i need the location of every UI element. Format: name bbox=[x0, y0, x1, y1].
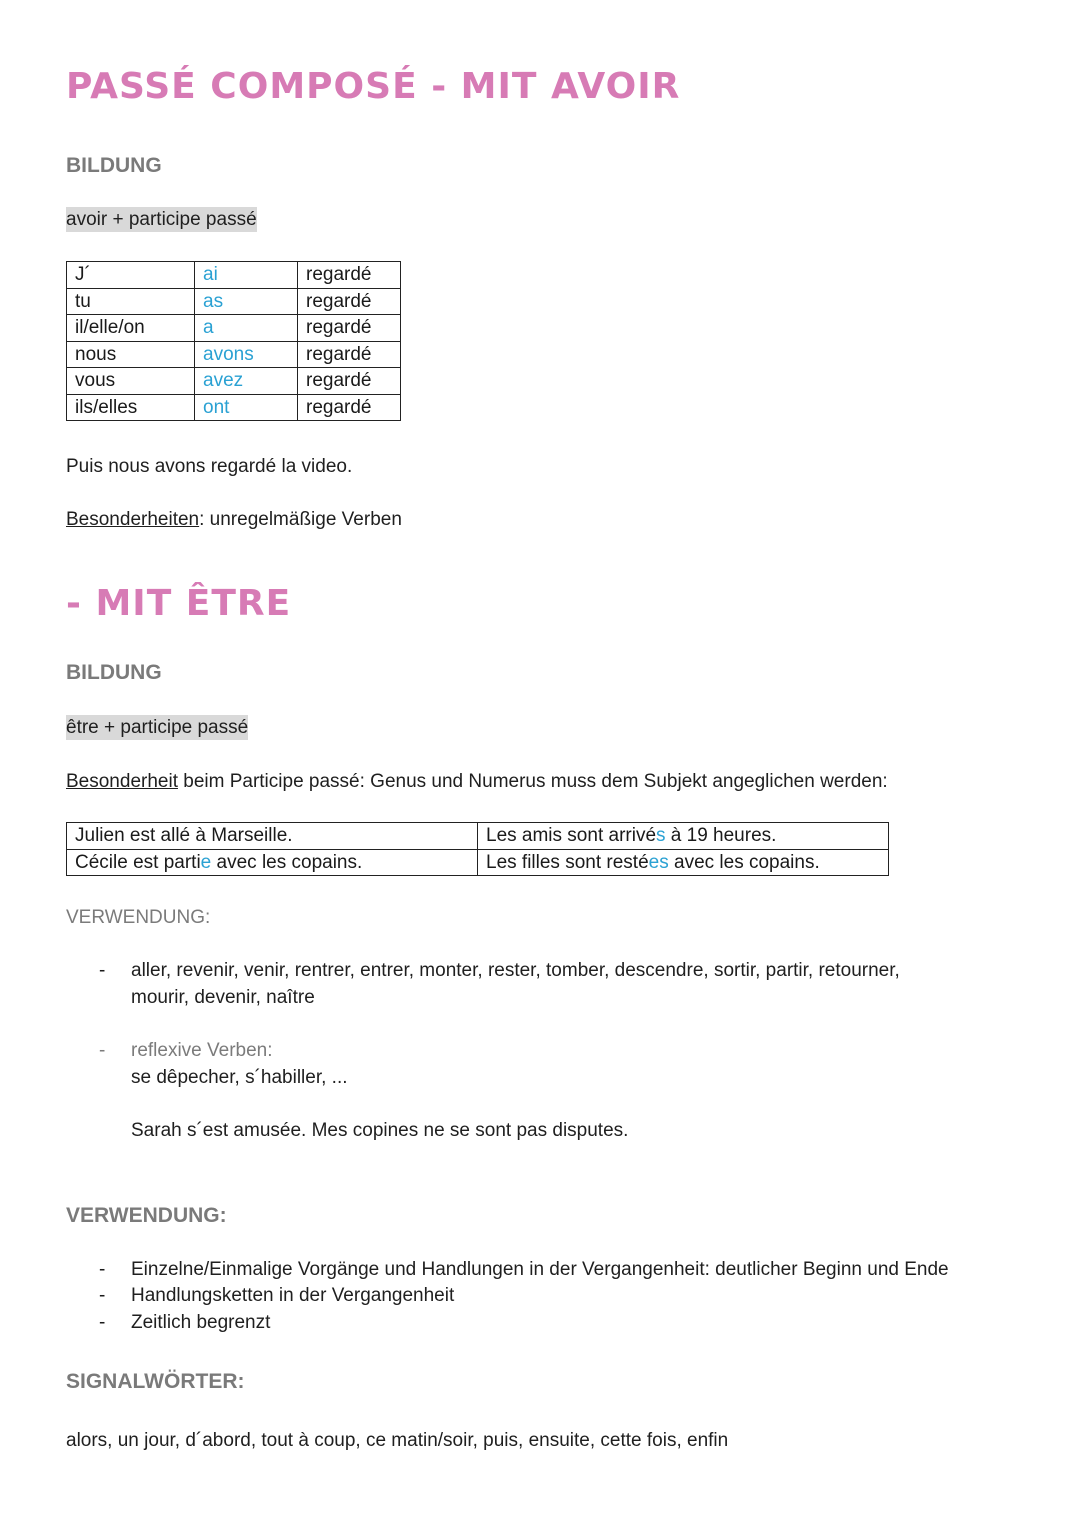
verwendung-subheading: VERWENDUNG: bbox=[66, 907, 211, 928]
agreement-ending: e bbox=[200, 851, 212, 873]
formula-etre-text: être + participe passé bbox=[66, 717, 249, 738]
participle-cell: regardé bbox=[298, 368, 401, 395]
table-row bbox=[67, 823, 889, 850]
pronoun-cell: tu bbox=[67, 288, 195, 315]
list-bullet: - bbox=[99, 1312, 106, 1333]
usage-item: Zeitlich begrenzt bbox=[131, 1312, 271, 1333]
list-bullet: - bbox=[99, 1259, 106, 1280]
page-title: PASSÉ COMPOSÉ - MIT AVOIR bbox=[66, 66, 681, 107]
etre-verbs-line2: mourir, devenir, naître bbox=[131, 987, 315, 1008]
list-bullet: - bbox=[99, 1040, 106, 1061]
table-row bbox=[67, 849, 889, 876]
example-text: Cécile est parti bbox=[75, 851, 201, 873]
example-cell bbox=[478, 849, 889, 876]
list-bullet: - bbox=[99, 1285, 106, 1306]
reflexive-label: reflexive Verben: bbox=[131, 1040, 273, 1061]
section-heading-bildung: BILDUNG bbox=[66, 154, 162, 177]
section-heading-signalwoerter: SIGNALWÖRTER: bbox=[66, 1370, 245, 1393]
example-sentence: Puis nous avons regardé la video. bbox=[66, 456, 353, 477]
table-row bbox=[67, 341, 401, 368]
conjugation-table bbox=[66, 261, 401, 421]
besonderheit-label: Besonderheit bbox=[66, 771, 178, 792]
formula-avoir bbox=[66, 209, 257, 231]
table-row bbox=[67, 394, 401, 421]
besonderheiten-line bbox=[66, 509, 402, 531]
auxiliary-cell: as bbox=[195, 288, 298, 315]
participle-cell: regardé bbox=[298, 262, 401, 289]
agreement-example-table bbox=[66, 822, 889, 876]
example-text: avec les copains. bbox=[668, 851, 820, 873]
participle-cell: regardé bbox=[298, 394, 401, 421]
table-row bbox=[67, 262, 401, 289]
agreement-ending: s bbox=[656, 825, 666, 847]
pronoun-cell: J´ bbox=[67, 262, 195, 289]
agreement-ending: es bbox=[648, 851, 669, 873]
example-cell: Julien est allé à Marseille. bbox=[67, 823, 478, 850]
example-cell bbox=[67, 849, 478, 876]
formula-avoir-text: avoir + participe passé bbox=[66, 209, 257, 230]
participle-cell: regardé bbox=[298, 341, 401, 368]
pronoun-cell: ils/elles bbox=[67, 394, 195, 421]
pronoun-cell: nous bbox=[67, 341, 195, 368]
usage-item: Handlungsketten in der Vergangenheit bbox=[131, 1285, 455, 1306]
auxiliary-cell: ai bbox=[195, 262, 298, 289]
auxiliary-cell: ont bbox=[195, 394, 298, 421]
auxiliary-cell: a bbox=[195, 315, 298, 342]
example-text: avec les copains. bbox=[211, 851, 363, 873]
etre-verbs-line1: aller, revenir, venir, rentrer, entrer, monter, rester, tomber, descendre, sortir, partir, retourner, bbox=[131, 960, 900, 981]
pronoun-cell: vous bbox=[67, 368, 195, 395]
besonderheiten-text: : unregelmäßige Verben bbox=[199, 509, 402, 530]
usage-item: Einzelne/Einmalige Vorgänge und Handlungen in der Vergangenheit: deutlicher Beginn und Ende bbox=[131, 1259, 949, 1280]
besonderheit-line bbox=[66, 771, 888, 793]
auxiliary-cell: avons bbox=[195, 341, 298, 368]
example-text: à 19 heures. bbox=[665, 825, 777, 847]
example-cell bbox=[478, 823, 889, 850]
table-row bbox=[67, 288, 401, 315]
section-heading-verwendung: VERWENDUNG: bbox=[66, 1204, 227, 1227]
section-heading-bildung-etre: BILDUNG bbox=[66, 661, 162, 684]
pronoun-cell: il/elle/on bbox=[67, 315, 195, 342]
table-row bbox=[67, 315, 401, 342]
table-row bbox=[67, 368, 401, 395]
formula-etre bbox=[66, 717, 248, 739]
section-title-etre: - MIT ÊTRE bbox=[66, 583, 292, 624]
besonderheit-text: beim Participe passé: Genus und Numerus muss dem Subjekt angeglichen werden: bbox=[177, 771, 888, 792]
participle-cell: regardé bbox=[298, 288, 401, 315]
example-text: Les filles sont resté bbox=[486, 851, 649, 873]
reflexive-examples: se dêpecher, s´habiller, ... bbox=[131, 1067, 348, 1088]
example-text: Les amis sont arrivé bbox=[486, 825, 657, 847]
reflexive-sentence: Sarah s´est amusée. Mes copines ne se sont pas disputes. bbox=[131, 1120, 629, 1141]
participle-cell: regardé bbox=[298, 315, 401, 342]
auxiliary-cell: avez bbox=[195, 368, 298, 395]
list-bullet: - bbox=[99, 960, 106, 981]
signal-words: alors, un jour, d´abord, tout à coup, ce matin/soir, puis, ensuite, cette fois, enfin bbox=[66, 1430, 729, 1451]
besonderheiten-label: Besonderheiten bbox=[66, 509, 200, 530]
